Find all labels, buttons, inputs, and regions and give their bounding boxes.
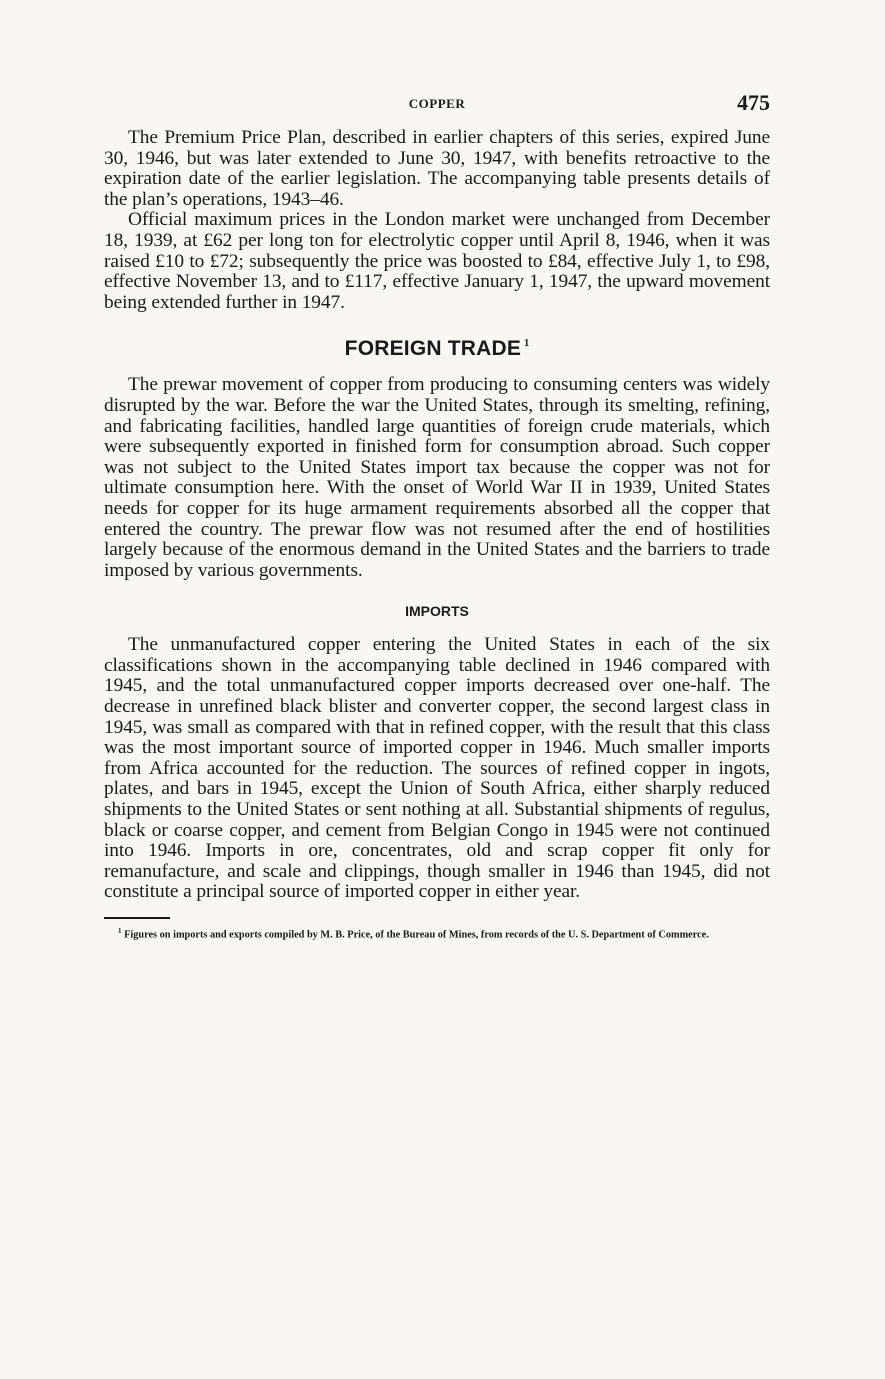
paragraph-foreign-trade: The prewar movement of copper from producing to consuming centers was widely disrupted by the war. Before the war the United States, through its smelting, refining, and fabricating facilities, handled large quantities of foreign crude materials, which were subsequently exported in finished form for consumption abroad. Such copper was not subject to the United States import tax because the copper was not for ultimate consumption here. With the onset of World War II in 1939, United States needs for copper for its huge armament requirements absorbed all the copper that entered the country. The prewar flow was not resumed after the end of hostilities largely because of the enormous demand in the United States and the barriers to trade imposed by various governments. [104, 374, 770, 581]
paragraph-premium-price-plan: The Premium Price Plan, described in earlier chapters of this series, expired June 30, 1946, but was later extended to June 30, 1947, with benefits retroactive to the expiration date of the earlier legislation. The accompanying table presents details of the plan’s operations, 1943–46. [104, 127, 770, 210]
footnote-reference[interactable]: 1 [524, 338, 530, 350]
running-head [104, 88, 770, 122]
subheading-imports: IMPORTS [405, 603, 469, 620]
section-heading-foreign-trade [104, 337, 770, 361]
paragraph-london-prices: Official maximum prices in the London market were unchanged from December 18, 1939, at £62 per long ton for electrolytic copper until April 8, 1946, when it was raised £10 to £72; subsequently the price was boosted to £84, effective July 1, to £98, effective November 13, and to £117, effective January 1, 1947, the upward movement being extended further in 1947. [104, 209, 770, 313]
footnote [104, 925, 770, 941]
paragraph-imports: The unmanufactured copper entering the United States in each of the six classifications shown in the accompanying table declined in 1946 compared with 1945, and the total unmanufactured copper imports decreased over one-half. The decrease in unrefined black blister and converter copper, the second largest class in 1945, was small as compared with that in refined copper, with the result that this class was the most important source of imported copper in 1946. Much smaller imports from Africa accounted for the reduction. The sources of refined copper in ingots, plates, and bars in 1945, except the Union of South Africa, either sharply reduced shipments to the United States or sent nothing at all. Substantial shipments of regulus, black or coarse copper, and cement from Belgian Congo in 1945 were not continued into 1946. Imports in ore, concentrates, old and scrap copper fit only for remanufacture, and scale and clippings, though smaller in 1946 than 1945, did not constitute a principal source of imported copper in either year. [104, 634, 770, 903]
page-number: 475 [737, 90, 770, 115]
section-heading-text: FOREIGN TRADE [344, 337, 522, 361]
page [104, 88, 770, 941]
running-title: COPPER [408, 96, 466, 111]
footnote-marker: 1 [118, 927, 122, 935]
footnote-text: Figures on imports and exports compiled by M. B. Price, of the Bureau of Mines, from records of the U. S. Department of Commerce. [124, 929, 709, 941]
footnote-divider [104, 917, 170, 919]
